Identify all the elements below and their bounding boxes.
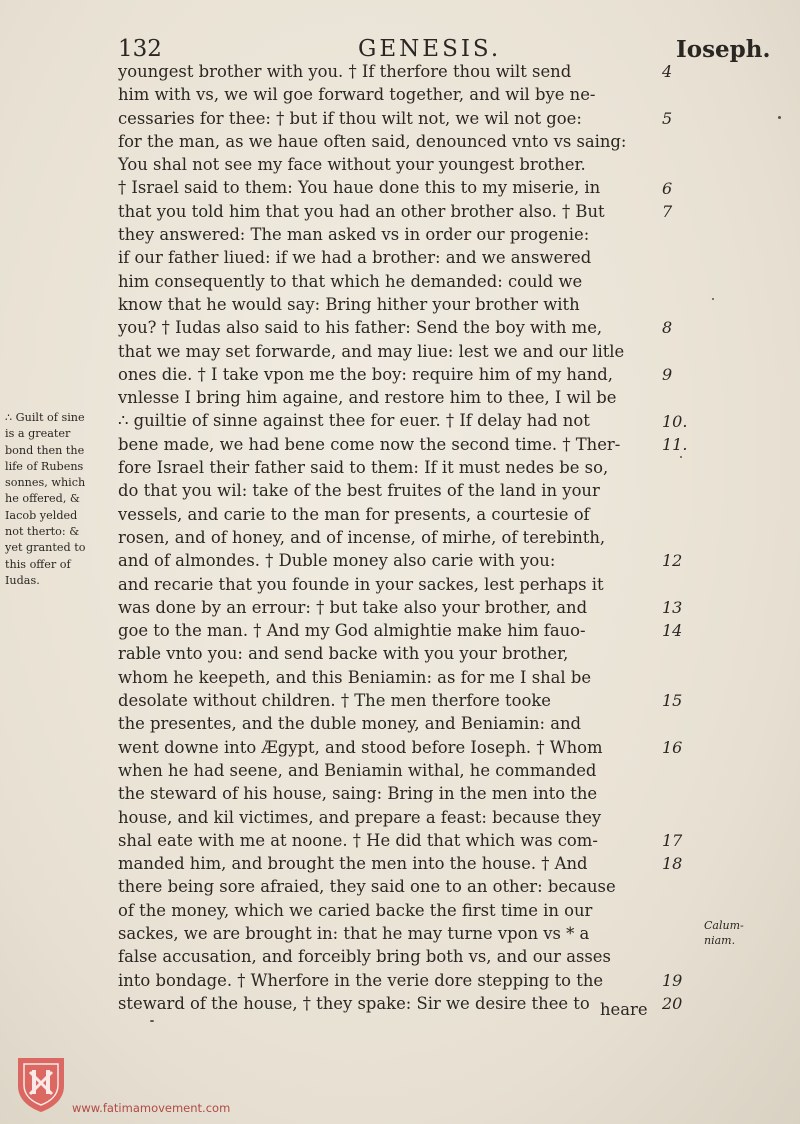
verse-number: 20 [662, 994, 683, 1013]
verse-number: 17 [662, 830, 683, 850]
text-line: and recarie that you founde in your sackes, lest perhaps it [118, 574, 604, 594]
text-line: youngest brother with you. † If therfore thou wilt send [118, 62, 572, 81]
running-head: Ioseph. [676, 36, 771, 63]
text-line: manded him, and brought the men into the house. † And [118, 854, 588, 874]
text-line: goe to the man. † And my God almightie make him fauo- [118, 621, 586, 641]
verse-number: 6 [662, 178, 673, 198]
side-note [704, 918, 764, 948]
text-line: for the man, as we haue often said, denounced vnto vs saing: [118, 131, 627, 151]
margin-note-line: this offer of [5, 557, 71, 571]
text-line: sackes, we are brought in: that he may turne vpon vs * a [118, 923, 590, 943]
text-line: they answered: The man asked vs in order our progenie: [118, 225, 590, 245]
text-line: you? † Iudas also said to his father: Send the boy with me, [118, 318, 603, 338]
text-line: You shal not see my face without your youngest brother. [118, 155, 586, 175]
text-line: ∴ guiltie of sinne against thee for euer. † If delay had not [118, 411, 590, 431]
margin-note-line: sonnes, which [5, 476, 86, 490]
verse-number: 8 [662, 318, 673, 338]
text-line: fore Israel their father said to them: If it must nedes be so, [118, 458, 609, 478]
margin-note-line: yet granted to [5, 541, 86, 555]
text-line: desolate without children. † The men therfore tooke [118, 691, 551, 711]
margin-note-line: he offered, & [5, 492, 80, 506]
text-line: ones die. † I take vpon me the boy: require him of my hand, [118, 364, 614, 384]
verse-number: 15 [662, 691, 683, 711]
book-title: GENESIS. [358, 36, 502, 62]
text-line: shal eate with me at noone. † He did that which was com- [118, 830, 598, 850]
shield-logo-icon [14, 1054, 68, 1114]
verse-number: 5 [662, 108, 673, 128]
verse-number: 7 [662, 201, 673, 221]
verse-number: 13 [662, 597, 683, 617]
text-line: into bondage. † Wherfore in the verie dore stepping to the [118, 970, 604, 990]
verse-number: 10. [662, 411, 688, 431]
text-line: when he had seene, and Beniamin withal, he commanded [118, 760, 597, 780]
text-line: the presentes, and the duble money, and Beniamin: and [118, 714, 582, 734]
text-line: rable vnto you: and send backe with you your brother, [118, 644, 569, 664]
verse-number: 16 [662, 737, 683, 757]
text-line: steward of the house, † they spake: Sir we desire thee to [118, 993, 590, 1013]
text-line: him with vs, we wil goe forward together, and wil bye ne- [118, 85, 596, 105]
catchword: heare [600, 1000, 648, 1019]
margin-note-line: is a greater [5, 427, 71, 441]
text-line: the steward of his house, saing: Bring in the men into the [118, 784, 598, 804]
text-line: vnlesse I bring him againe, and restore him to thee, I wil be [118, 388, 617, 408]
ink-speck [150, 1020, 154, 1022]
text-line: of the money, which we caried backe the first time in our [118, 900, 593, 920]
ink-speck [778, 116, 781, 119]
text-line: went downe into Ægypt, and stood before Ioseph. † Whom [118, 737, 603, 757]
text-line: house, and kil victimes, and prepare a feast: because they [118, 807, 602, 827]
text-line: bene made, we had bene come now the second time. † Ther- [118, 434, 621, 454]
verse-number: 18 [662, 854, 683, 874]
margin-note-line: Iacob yelded [5, 508, 78, 522]
body-text-column [118, 60, 658, 1015]
verse-number: 9 [662, 364, 673, 384]
margin-note-line: not therto: & [5, 525, 80, 539]
text-line: that you told him that you had an other brother also. † But [118, 201, 605, 221]
text-line: whom he keepeth, and this Beniamin: as for me I shal be [118, 667, 592, 687]
text-line: there being sore afraied, they said one to an other: because [118, 877, 616, 897]
verse-number: 12 [662, 551, 683, 571]
text-line: and of almondes. † Duble money also carie with you: [118, 551, 556, 571]
margin-note-line: ∴ Guilt of sine [5, 411, 85, 424]
text-line: vessels, and carie to the man for presents, a courtesie of [118, 504, 590, 524]
text-line: cessaries for thee: † but if thou wilt not, we wil not goe: [118, 108, 582, 128]
text-line: know that he would say: Bring hither your brother with [118, 294, 580, 314]
text-line: † Israel said to them: You haue done this to my miserie, in [118, 178, 601, 198]
footer-url[interactable]: www.fatimamovement.com [72, 1101, 231, 1115]
margin-note-line: Iudas. [5, 573, 40, 587]
page-number: 132 [118, 36, 162, 62]
verse-number: 14 [662, 621, 683, 641]
text-line: that we may set forwarde, and may liue: lest we and our litle [118, 341, 625, 361]
text-line: if our father liued: if we had a brother: and we answered [118, 248, 592, 268]
margin-note-line: bond then the [5, 443, 85, 457]
margin-note-line: life of Rubens [5, 459, 84, 473]
verse-number: 19 [662, 970, 683, 990]
text-line: do that you wil: take of the best fruites of the land in your [118, 481, 600, 501]
ink-speck [680, 456, 682, 458]
verse-number: 4 [662, 62, 673, 81]
side-note-line: niam. [704, 934, 736, 947]
margin-note [5, 410, 117, 589]
verse-number: 11. [662, 434, 688, 454]
text-line: him consequently to that which he demanded: could we [118, 271, 583, 291]
text-line: false accusation, and forceibly bring both vs, and our asses [118, 947, 611, 967]
text-line: was done by an errour: † but take also your brother, and [118, 597, 588, 617]
text-line: rosen, and of honey, and of incense, of mirhe, of terebinth, [118, 527, 606, 547]
side-note-line: Calum- [704, 919, 744, 932]
ink-speck [712, 298, 714, 300]
